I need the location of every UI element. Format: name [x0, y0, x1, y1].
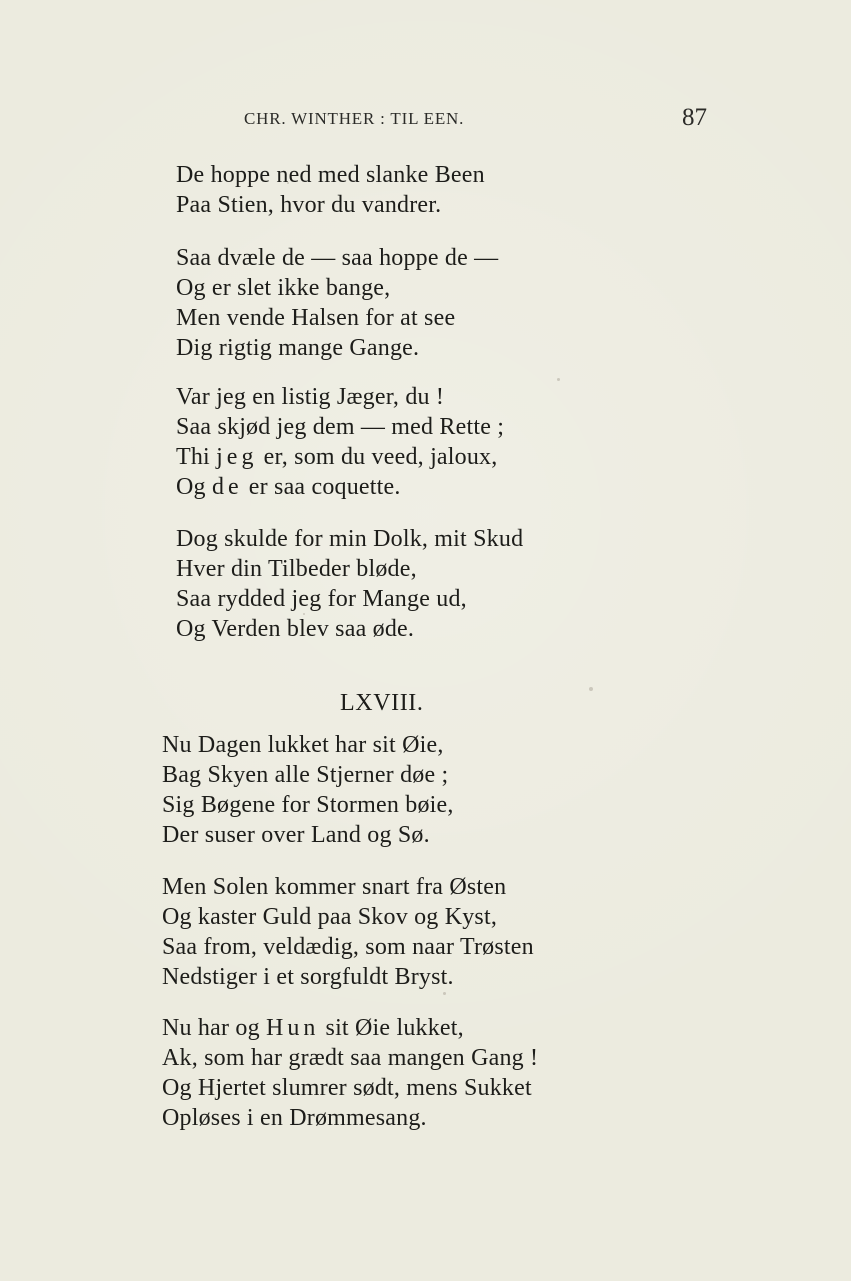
emphasized-word: jeg — [216, 444, 258, 470]
poem-line: Og er slet ikke bange, — [176, 275, 391, 301]
poem-line-with-emphasis — [176, 442, 504, 472]
poem-line: Men vende Halsen for at see — [176, 305, 456, 331]
poem-line: Og Hjertet slumrer sødt, mens Sukket — [162, 1075, 532, 1101]
poem-line: Og kaster Guld paa Skov og Kyst, — [162, 904, 498, 930]
poem-line-with-emphasis — [176, 472, 504, 502]
paper-speck — [557, 378, 560, 381]
poem-line: Dog skulde for min Dolk, mit Skud — [176, 526, 524, 552]
poem-line: Men Solen kommer snart fra Østen — [162, 874, 507, 900]
poem-line: Var jeg en listig Jæger, du ! — [176, 384, 445, 410]
line-text: Thi — [176, 444, 217, 470]
poem-line: Nu Dagen lukket har sit Øie, — [162, 732, 444, 758]
running-title: CHR. WINTHER : TIL EEN. — [244, 109, 465, 128]
poem-line: Dig rigtig mange Gange. — [176, 335, 420, 361]
line-text: er, som du veed, jaloux, — [257, 444, 498, 470]
line-text: sit Øie lukket, — [319, 1015, 464, 1041]
poem-line: Der suser over Land og Sø. — [162, 822, 430, 848]
paper-speck — [589, 687, 593, 691]
poem-line: Og Verden blev saa øde. — [176, 616, 415, 642]
paper-speck — [303, 613, 305, 615]
stanza-1 — [176, 160, 485, 220]
poem-line: Nedstiger i et sorgfuldt Bryst. — [162, 964, 454, 990]
line-text: er saa coquette. — [242, 474, 401, 500]
poem-line-with-emphasis — [162, 1013, 538, 1043]
poem-line: Saa from, veldædig, som naar Trøsten — [162, 934, 534, 960]
poem-line: Saa skjød jeg dem — med Rette ; — [176, 414, 505, 440]
stanza-3 — [176, 382, 504, 502]
poem-line: Opløses i en Drømmesang. — [162, 1105, 427, 1131]
poem-line: Paa Stien, hvor du vandrer. — [176, 192, 442, 218]
stanza-3 — [162, 1013, 538, 1133]
emphasized-word: Hun — [265, 1015, 320, 1041]
line-text: Nu har og — [162, 1015, 266, 1041]
stanza-1 — [162, 730, 454, 850]
poem-line: De hoppe ned med slanke Been — [176, 162, 485, 188]
section-title: LXVIII. — [340, 690, 424, 716]
stanza-4 — [176, 524, 523, 644]
emphasized-word: de — [211, 474, 243, 500]
poem-line: Saa dvæle de — saa hoppe de — — [176, 245, 499, 271]
poem-line: Bag Skyen alle Stjerner døe ; — [162, 762, 449, 788]
poem-line: Hver din Tilbeder bløde, — [176, 556, 417, 582]
paper-speck — [287, 182, 289, 184]
poem-line: Sig Bøgene for Stormen bøie, — [162, 792, 454, 818]
poem-line: Saa rydded jeg for Mange ud, — [176, 586, 467, 612]
stanza-2 — [176, 243, 498, 363]
stanza-2 — [162, 872, 534, 992]
line-text: Og — [176, 474, 212, 500]
paper-speck — [443, 992, 446, 995]
poem-line: Ak, som har grædt saa mangen Gang ! — [162, 1045, 539, 1071]
running-head — [0, 106, 851, 136]
page-number: 87 — [682, 104, 707, 131]
